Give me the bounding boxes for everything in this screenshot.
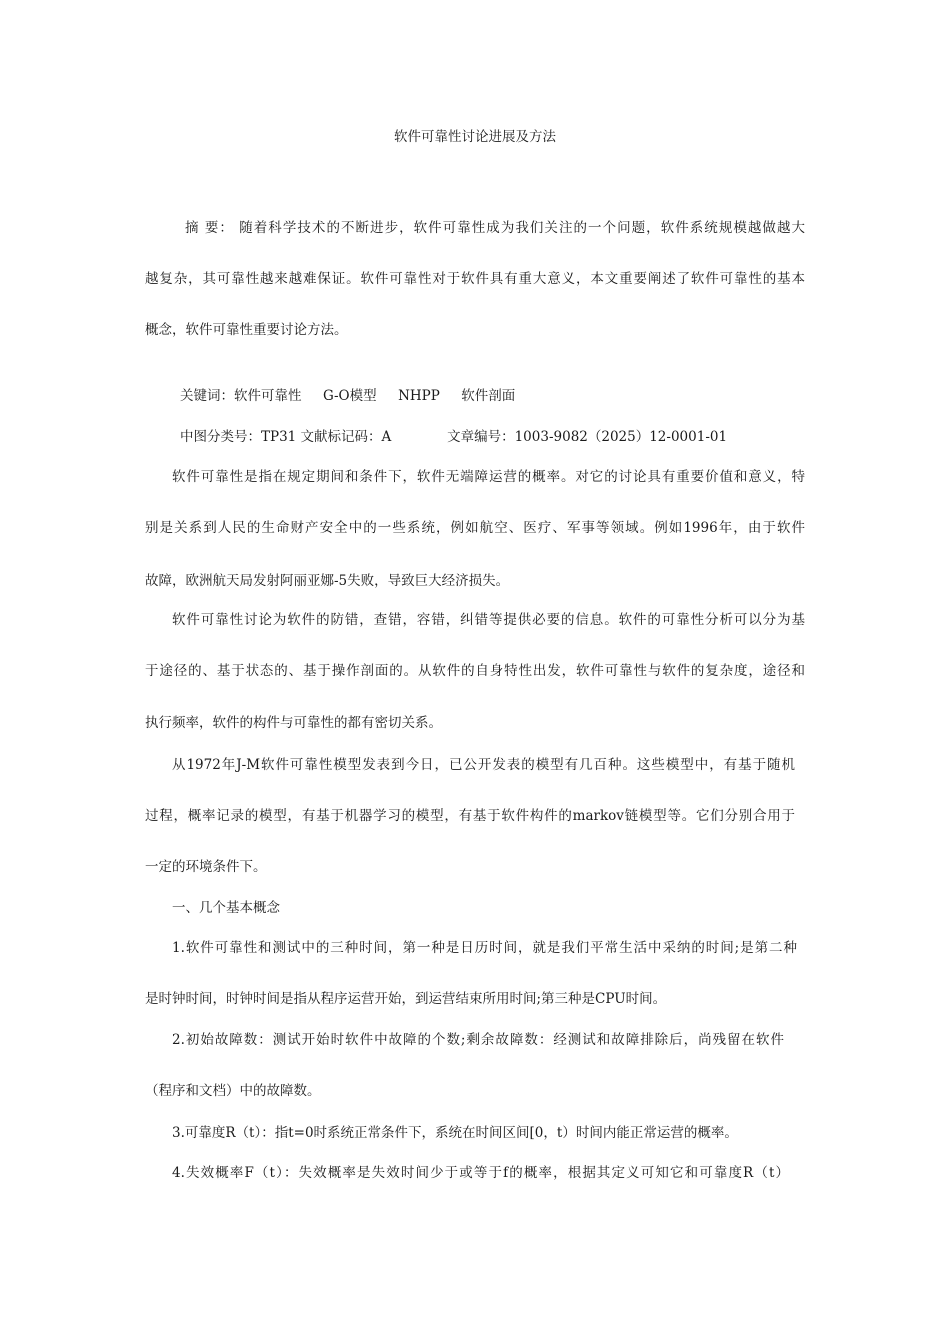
- paragraph-3-line-3: 一定的环境条件下。: [145, 859, 267, 875]
- paragraph-3-line-1: 从1972年J-M软件可靠性模型发表到今日，已公开发表的模型有几百种。这些模型中，有基于随机: [172, 757, 795, 773]
- abstract-line-1: 摘 要： 随着科学技术的不断进步，软件可靠性成为我们关注的一个问题，软件系统规模越做越大: [185, 220, 805, 236]
- item-2-line-2: （程序和文档）中的故障数。: [145, 1083, 321, 1099]
- paragraph-1-line-1: 软件可靠性是指在规定期间和条件下，软件无端障运营的概率。对它的讨论具有重要价值和意义，特: [172, 469, 805, 485]
- paragraph-1-line-3: 故障，欧洲航天局发射阿丽亚娜-5失败，导致巨大经济损失。: [145, 573, 510, 589]
- classification-line: 中图分类号：TP31 文献标记码：A 文章编号：1003-9082（2025）12-0001-01: [180, 429, 728, 445]
- item-2-line-1: 2.初始故障数：测试开始时软件中故障的个数;剩余故障数：经测试和故障排除后，尚残留在软件: [172, 1032, 784, 1048]
- item-1-line-1: 1.软件可靠性和测试中的三种时间，第一种是日历时间，就是我们平常生活中采纳的时间;是第二种: [172, 940, 797, 956]
- page-title: 软件可靠性讨论进展及方法: [394, 129, 556, 145]
- item-1-line-2: 是时钟时间，时钟时间是指从程序运营开始，到运营结束所用时间;第三种是CPU时间。: [145, 991, 667, 1007]
- item-3-line-1: 3.可靠度R（t）：指t=0时系统正常条件下，系统在时间区间[0，t）时间内能正常运营的概率。: [172, 1125, 738, 1141]
- paragraph-3-line-2: 过程，概率记录的模型，有基于机器学习的模型，有基于软件构件的markov链模型等。它们分别合用于: [145, 808, 795, 824]
- section-heading: 一、几个基本概念: [172, 900, 280, 916]
- paragraph-2-line-2: 于途径的、基于状态的、基于操作剖面的。从软件的自身特性出发，软件可靠性与软件的复杂度，途径和: [145, 663, 805, 679]
- abstract-line-3: 概念，软件可靠性重要讨论方法。: [145, 322, 348, 338]
- keywords-line: 关键词：软件可靠性 G-O模型 NHPP 软件剖面: [180, 388, 516, 404]
- paragraph-2-line-3: 执行频率，软件的构件与可靠性的都有密切关系。: [145, 715, 442, 731]
- item-4-line-1: 4.失效概率F（t）：失效概率是失效时间少于或等于f的概率，根据其定义可知它和可靠度R（t）: [172, 1165, 789, 1181]
- paragraph-2-line-1: 软件可靠性讨论为软件的防错，查错，容错，纠错等提供必要的信息。软件的可靠性分析可以分为基: [172, 612, 805, 628]
- abstract-line-2: 越复杂，其可靠性越来越难保证。软件可靠性对于软件具有重大意义，本文重要阐述了软件可靠性的基本: [145, 271, 805, 287]
- paragraph-1-line-2: 别是关系到人民的生命财产安全中的一些系统，例如航空、医疗、军事等领域。例如1996年，由于软件: [145, 520, 805, 536]
